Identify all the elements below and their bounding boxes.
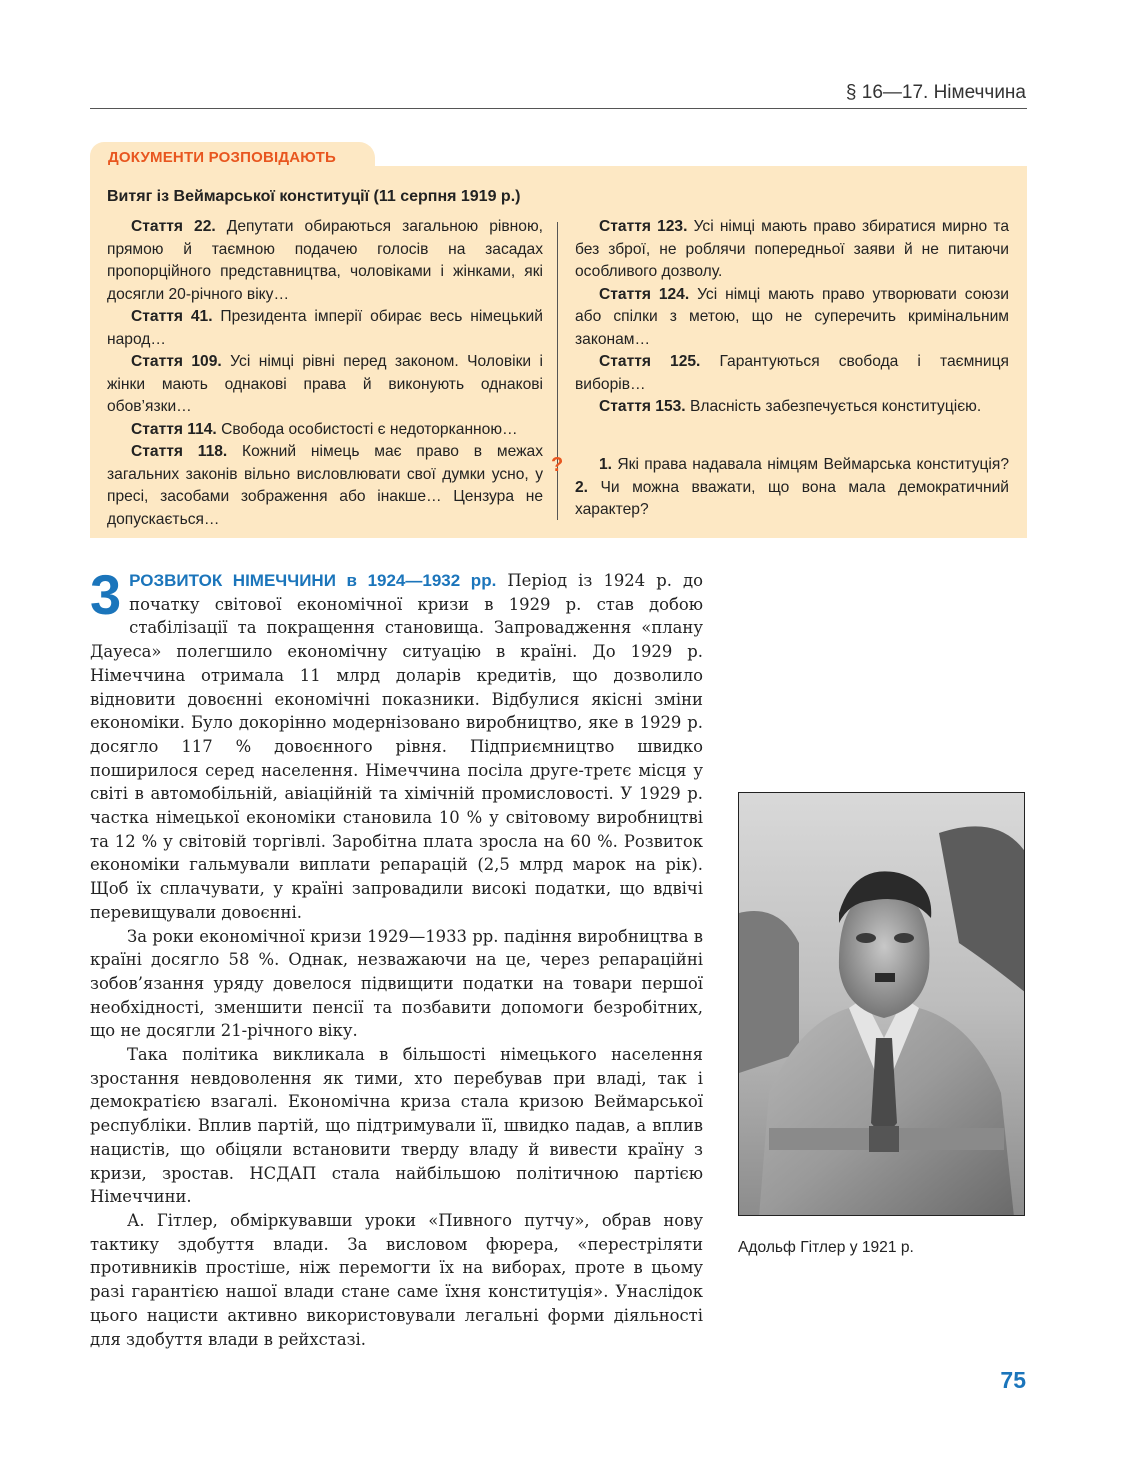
- article-paragraph: Стаття 22. Депутати обираються загальною рівною, прямою й таємною подачею голосів на засадах пропорційного представництва, чоловіками і жінками, які досягли 20-річного віку…: [107, 218, 543, 303]
- portrait-photo: [738, 792, 1025, 1216]
- page-number: 75: [1000, 1367, 1026, 1393]
- question-block: [551, 454, 1009, 522]
- articles-left-column: [107, 216, 543, 531]
- article-paragraph: Стаття 153. Власність забезпечується конституцією.: [599, 398, 982, 415]
- photo-caption: Адольф Гітлер у 1921 р.: [738, 1239, 914, 1256]
- portrait-illustration: [739, 793, 1025, 1216]
- document-tab-label: ДОКУМЕНТИ РОЗПОВІДАЮТЬ: [108, 149, 336, 166]
- article-paragraph: Стаття 123. Усі німці мають право збиратися мирно та без зброї, не роблячи попередньої заяви й не питаючи особливого дозволу.: [575, 218, 1009, 280]
- section-paragraph: А. Гітлер, обміркувавши уроки «Пивного путчу», обрав нову тактику здобуття влади. За висловом фюрера, «перестріляти противників простіше, ніж перемогти їх на виборах, проте в цьому разі гарантією нашої влади стане саме їхня конституція». Унаслідок цього нацисти активно використовували легальні форми діяльності для здобуття влади в рейхстазі.: [90, 1210, 703, 1349]
- article-paragraph: Стаття 124. Усі німці мають право утворювати союзи або спілки з метою, що не суперечить кримінальним законам…: [575, 285, 1009, 348]
- running-head: § 16—17. Німеччина: [845, 82, 1026, 103]
- document-box: [90, 166, 1027, 538]
- section-number: 3: [90, 563, 122, 626]
- section-paragraph: 3 РОЗВИТОК НІМЕЧЧИНИ в 1924—1932 рр. Період із 1924 р. до початку світової економічної кризи в 1929 р. став добою стабілізації та покращення становища. Запровадження «плану Дауеса» полегшило економічну ситуацію в країні. До 1929 р. Німеччина отримала 11 млрд доларів кредитів, що дозволило відновити довоєнні економічні показники. Відбулися якісні зміни економіки. Було докорінно модернізовано виробництво, яке в 1929 р. досягло 117 % довоєнного рівня. Підприємництво швидко поширилося серед населення. Німеччина посіла друге-третє місця у світі в автомобільній, авіаційній та хімічній промисловості. У 1929 р. частка німецької економіки становила 10 % у світовому виробництві та 12 % у світовій торгівлі. Заробітна плата зросла на 60 %. Розвиток економіки гальмували виплати репарацій (2,5 млрд марок на рік). Щоб їх сплачувати, у країні запровадили високі податки, що вдвічі перевищували довоєнні.: [90, 563, 703, 922]
- section-paragraph: За роки економічної кризи 1929—1933 рр. падіння виробництва в країні досягло 58 %. Однак, незважаючи на це, через репараційні зобов’язання уряду довелося підвищити податки на товари першої необхідності, зменшити пенсії та позбавити допомоги безробітних, що не досягли 21-річного віку.: [90, 926, 703, 1041]
- article-paragraph: Стаття 125. Гарантуються свобода і таємниця виборів…: [575, 353, 1009, 393]
- section-title: РОЗВИТОК НІМЕЧЧИНИ в 1924—1932 рр.: [129, 571, 497, 590]
- articles-right-column: [575, 216, 1009, 419]
- article-paragraph: Стаття 41. Президента імперії обирає весь німецький народ…: [107, 308, 543, 348]
- article-paragraph: Стаття 114. Свобода особистості є недоторканною…: [131, 420, 518, 438]
- section-paragraph: Така політика викликала в більшості німецького населення зростання невдоволення як тими, хто перебував при владі, так і демократією взагалі. Економічна криза стала кризою Веймарської республіки. Вплив партій, що підтримували її, швидко падав, а вплив нацистів, що обіцяли встановити тверду владу й вивести країну з кризи, зростав. НСДАП стала найбільшою політичною партією Німеччини.: [90, 1045, 703, 1207]
- question-text: 1. Які права надавала німцям Веймарська конституція? 2. Чи можна вважати, що вона мала демократичний характер?: [575, 456, 1009, 518]
- article-paragraph: Стаття 109. Усі німці рівні перед законом. Чоловіки і жінки мають однакові права й виконують однакові обов’язки…: [107, 353, 543, 415]
- article-paragraph: Стаття 118. Кожний німець має право в межах загальних законів вільно висловлювати свої думки усно, у пресі, засобами зображення або інакше… Цензура не допускається…: [107, 443, 544, 528]
- header-rule: [90, 108, 1027, 109]
- document-tab: [90, 142, 375, 174]
- document-title: Витяг із Веймарської конституції (11 серпня 1919 р.): [107, 188, 521, 205]
- section-body: [90, 563, 703, 1351]
- question-mark-icon: ?: [551, 454, 564, 476]
